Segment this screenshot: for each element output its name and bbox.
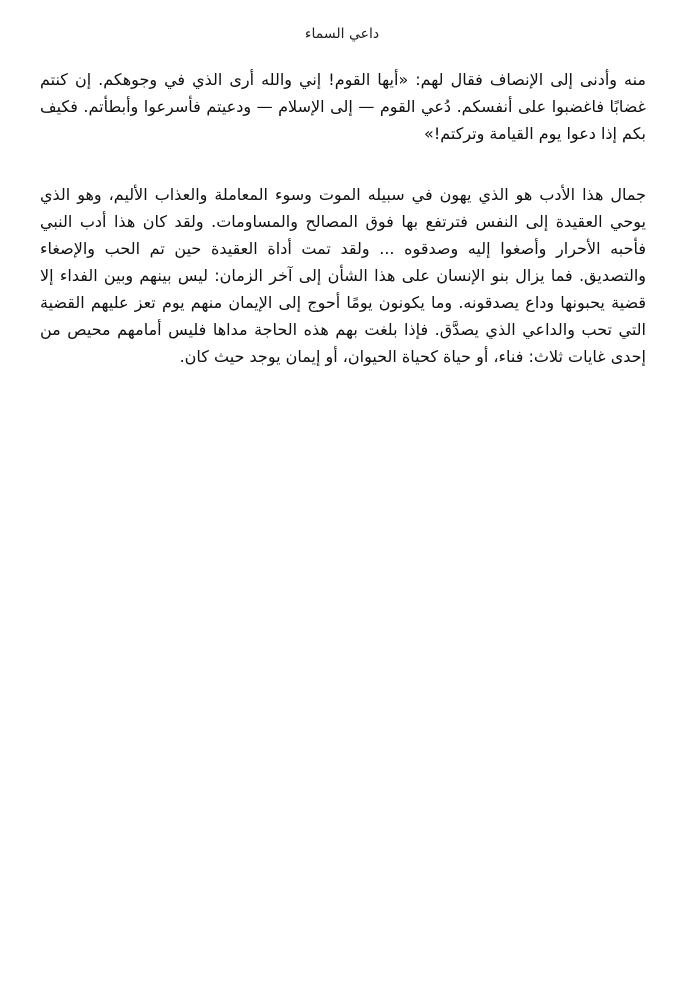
running-header: داعي السماء [304,26,380,42]
paragraph-2: جمال هذا الأدب هو الذي يهون في سبيله الموت وسوء المعاملة والعذاب الأليم، وهو الذي يوحي العقيدة إلى النفس فترتفع بها فوق المصالح والمساومات. ولقد كان هذا أدب النبي فأحبه الأحرار وأصغوا إليه وصدقوه ... ولقد تمت أداة العقيدة حين تم الحب والإصغاء والتصديق. فما يزال بنو الإنسان على هذا الشأن إلى آخر الزمان: ليس بينهم وبين الفداء إلا قضية يحبونها وداع يصدقونه. وما يكونون يومًا أحوج إلى الإيمان منهم يوم تعز عليهم القضية التي تحب والداعي الذي يصدَّق. فإذا بلغت بهم هذه الحاجة مداها فليس أمامهم محيص من إحدى غايات ثلاث: فناء، أو حياة كحياة الحيوان، أو إيمان يوجد حيث كان. [40,185,646,366]
body-text [40,66,646,370]
paragraph-1: منه وأدنى إلى الإنصاف فقال لهم: «أيها القوم! إني والله أرى الذي في وجوهكم. إن كنتم غضابًا فاغضبوا على أنفسكم. دُعي القوم — إلى الإسلام — ودعيتم فأسرعوا وأبطأتم. فكيف بكم إذا دعوا يوم القيامة وتركتم!» [40,70,646,143]
